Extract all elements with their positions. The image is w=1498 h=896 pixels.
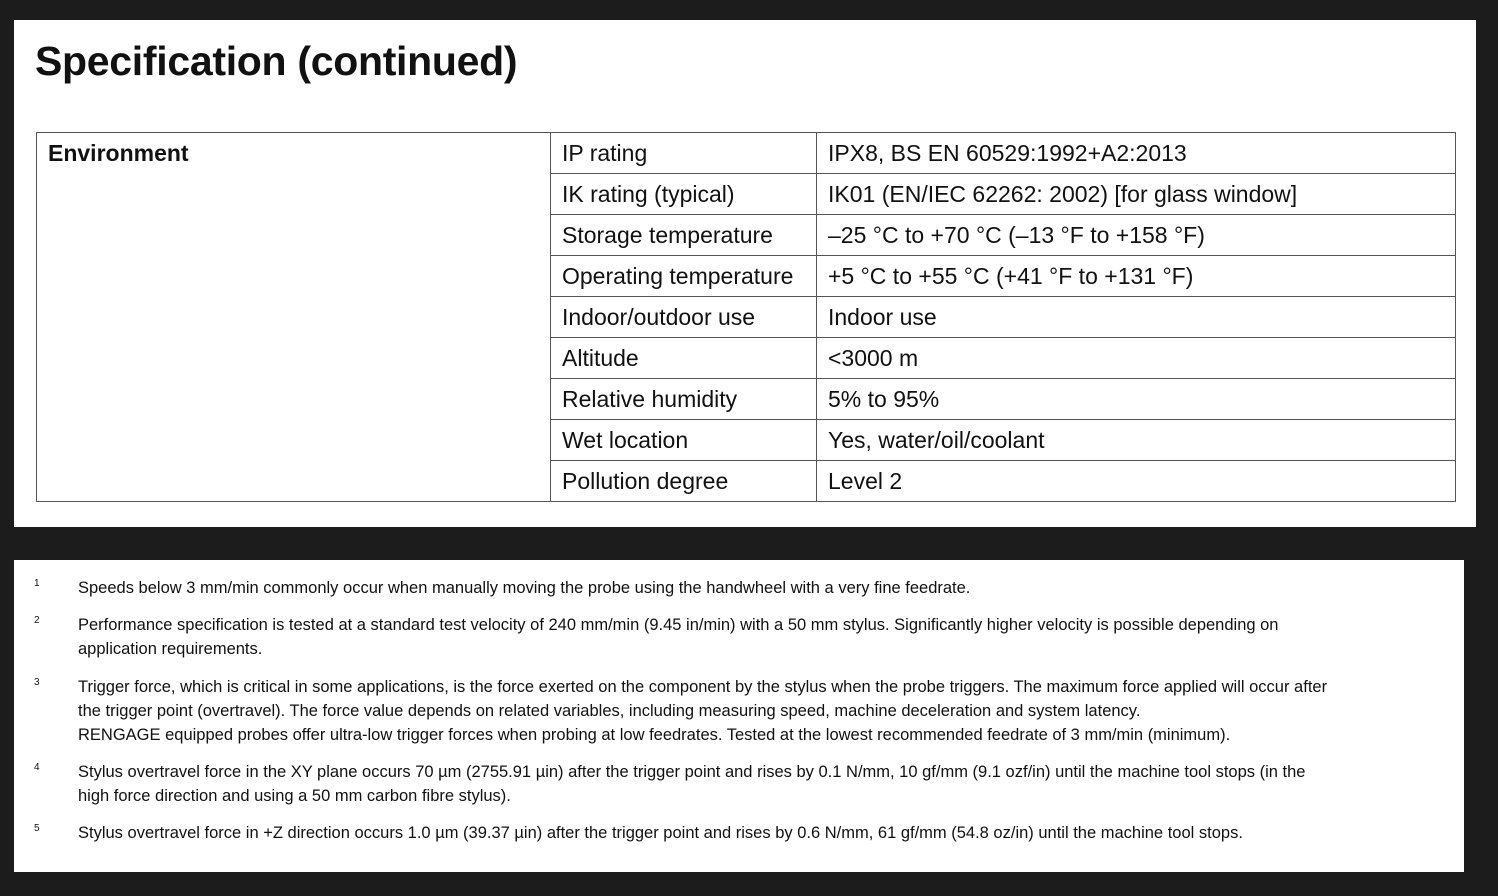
spec-value: Indoor use [817, 297, 1456, 338]
footnote-line: Stylus overtravel force in the XY plane occurs 70 µm (2755.91 µin) after the trigger point and rises by 0.1 N/mm, 10 gf/mm (9.1 ozf/in) until the machine tool stops (in the [78, 763, 1306, 781]
spec-value: Yes, water/oil/coolant [817, 420, 1456, 461]
spec-label: Operating temperature [551, 256, 817, 297]
category-cell: Environment [37, 133, 551, 502]
footnote-line: Speeds below 3 mm/min commonly occur when manually moving the probe using the handwheel with a very fine feedrate. [78, 579, 971, 597]
spec-value: +5 °C to +55 °C (+41 °F to +131 °F) [817, 256, 1456, 297]
spec-value: <3000 m [817, 338, 1456, 379]
spec-label: Relative humidity [551, 379, 817, 420]
spec-value: 5% to 95% [817, 379, 1456, 420]
spec-label: IP rating [551, 133, 817, 174]
spec-label: Altitude [551, 338, 817, 379]
footnote-text [78, 576, 1453, 600]
spec-label: Pollution degree [551, 461, 817, 502]
footnote-number: 1 [34, 578, 40, 589]
footnote-number: 2 [34, 615, 40, 626]
footnote-number: 5 [34, 823, 40, 834]
footnote-line: Performance specification is tested at a standard test velocity of 240 mm/min (9.45 in/min) with a 50 mm stylus. Significantly higher velocity is possible depending on [78, 616, 1279, 634]
spec-label: Storage temperature [551, 215, 817, 256]
footnote-text [78, 821, 1453, 845]
footnote-line: high force direction and using a 50 mm carbon fibre stylus). [78, 787, 511, 805]
spec-value: IK01 (EN/IEC 62262: 2002) [for glass window] [817, 174, 1456, 215]
spec-value: –25 °C to +70 °C (–13 °F to +158 °F) [817, 215, 1456, 256]
table-row [37, 133, 1456, 174]
spec-value: IPX8, BS EN 60529:1992+A2:2013 [817, 133, 1456, 174]
footnote-line: Trigger force, which is critical in some applications, is the force exerted on the component by the stylus when the probe triggers. The maximum force applied will occur after [78, 678, 1328, 696]
footnote-line: application requirements. [78, 640, 263, 658]
spec-label: Indoor/outdoor use [551, 297, 817, 338]
footnote-text [78, 760, 1453, 808]
spec-value: Level 2 [817, 461, 1456, 502]
environment-spec-table [36, 132, 1456, 502]
specification-panel [14, 20, 1476, 527]
footnote-line: the trigger point (overtravel). The force value depends on related variables, including measuring speed, machine deceleration and system latency. [78, 702, 1141, 720]
spec-label: IK rating (typical) [551, 174, 817, 215]
footnote-line: Stylus overtravel force in +Z direction occurs 1.0 µm (39.37 µin) after the trigger point and rises by 0.6 N/mm, 61 gf/mm (54.8 oz/in) until the machine tool stops. [78, 824, 1243, 842]
page-title: Specification (continued) [35, 38, 518, 84]
spec-label: Wet location [551, 420, 817, 461]
footnote-number: 4 [34, 762, 40, 773]
footnote-line: RENGAGE equipped probes offer ultra-low trigger forces when probing at low feedrates. Tested at the lowest recommended feedrate of 3 mm/min (minimum). [78, 726, 1231, 744]
footnote-number: 3 [34, 677, 40, 688]
footnote-text [78, 675, 1453, 747]
footnote-text [78, 613, 1453, 661]
footnotes-panel [14, 560, 1464, 872]
